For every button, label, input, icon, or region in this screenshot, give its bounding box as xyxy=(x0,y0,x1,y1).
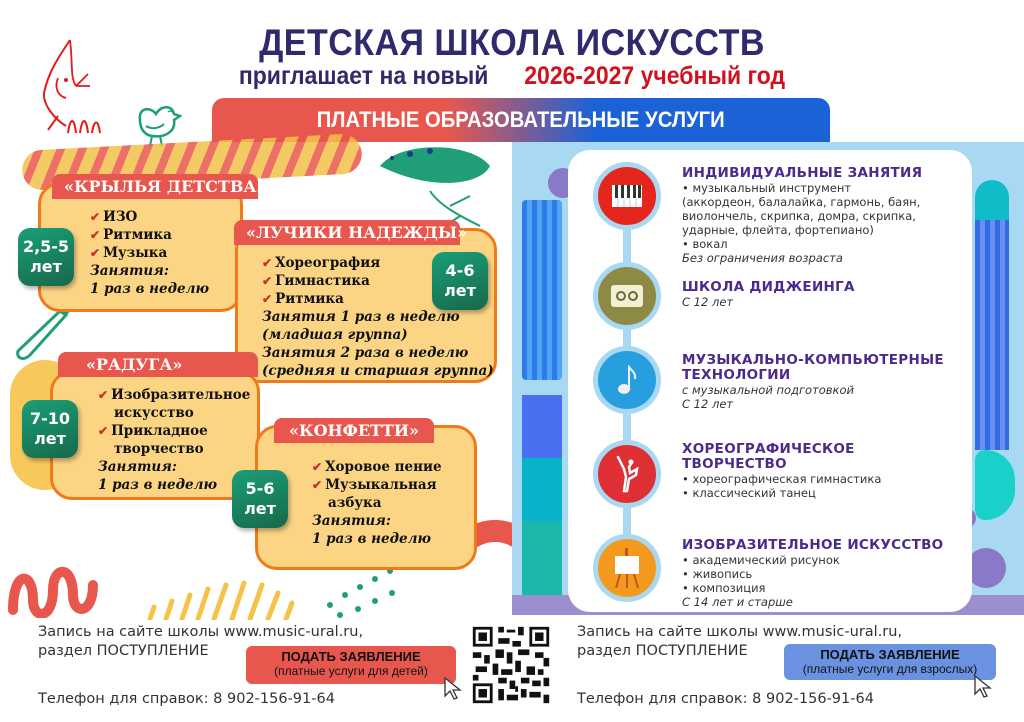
academic-year: 2026-2027 учебный год xyxy=(524,62,786,90)
list-item: ✔ ИЗО xyxy=(90,208,209,226)
decor-stripe xyxy=(522,200,562,380)
list-item: ✔ Гимнастика xyxy=(262,272,494,290)
list-item-continued: азбука xyxy=(328,495,382,511)
age-badge: 2,5-5 лет xyxy=(18,228,74,286)
schedule-text: 1 раз в неделю xyxy=(98,477,217,493)
list-item: ✔ Музыкальная xyxy=(312,476,442,494)
service-music-tech: МУЗЫКАЛЬНО-КОМПЬЮТЕРНЫЕ ТЕХНОЛОГИИ с музыкальной подготовкой С 12 лет xyxy=(682,353,967,411)
age-badge: 5-6 лет xyxy=(232,470,288,528)
list-item: ✔ Ритмика xyxy=(262,290,494,308)
schedule-text: 1 раз в неделю xyxy=(90,281,209,297)
list-item: ✔ Прикладное xyxy=(98,422,250,440)
decor-circle xyxy=(966,548,1006,588)
decor-strokes xyxy=(140,575,310,620)
music-note-icon xyxy=(593,346,661,414)
age-badge: 4-6 лет xyxy=(432,252,488,310)
schedule-text: Занятия 2 раза в неделю xyxy=(262,345,469,361)
enroll-text: Запись на сайте школы www.music-ural.ru, xyxy=(38,624,364,640)
schedule-text: 1 раз в неделю xyxy=(312,531,431,547)
apply-children-button[interactable]: ПОДАТЬ ЗАЯВЛЕНИЕ (платные услуги для детей) xyxy=(246,646,456,684)
schedule-text: (средняя и старшая группа) xyxy=(262,363,494,379)
program-items xyxy=(90,208,209,298)
ballerina-icon xyxy=(593,440,661,508)
service-title: ИНДИВИДУАЛЬНЫЕ ЗАНЯТИЯ xyxy=(682,165,923,181)
apply-adults-button[interactable]: ПОДАТЬ ЗАЯВЛЕНИЕ (платные услуги для взрослых) xyxy=(784,644,996,680)
list-item-continued: искусство xyxy=(114,405,194,421)
service-fine-art: ИЗОБРАЗИТЕЛЬНОЕ ИСКУССТВО • академический рисунок • живопись • композиция С 14 лет и старше xyxy=(682,538,967,609)
service-note: С 14 лет и старше xyxy=(682,595,793,609)
service-note: Без ограничения возраста xyxy=(682,251,843,265)
service-note: с музыкальной подготовкой xyxy=(682,383,855,397)
list-item: ✔ Хореография xyxy=(262,254,494,272)
bird-icon xyxy=(134,98,182,148)
piano-keys-icon xyxy=(593,162,661,230)
age-badge: 7-10 лет xyxy=(22,400,78,458)
phone-left: Телефон для справок: 8 902-156-91-64 xyxy=(38,691,335,707)
cursor-icon xyxy=(444,677,462,701)
banner-label: ПЛАТНЫЕ ОБРАЗОВАТЕЛЬНЫЕ УСЛУГИ xyxy=(317,107,725,132)
list-item: ✔ Изобразительное xyxy=(98,386,250,404)
subtitle-prefix: приглашает на новый xyxy=(238,62,489,90)
page-title: ДЕТСКАЯ ШКОЛА ИСКУССТВ xyxy=(259,22,765,63)
service-title: МУЗЫКАЛЬНО-КОМПЬЮТЕРНЫЕ xyxy=(682,352,944,368)
easel-icon xyxy=(593,534,661,602)
schedule-text: Занятия 1 раз в неделю xyxy=(262,309,460,325)
service-individual: ИНДИВИДУАЛЬНЫЕ ЗАНЯТИЯ • музыкальный инструмент (аккордеон, балалайка, гармонь, баян, виолончель, скрипка, домра, скрипка, ударные, флейта, фортепиано) • вокал Без ограничения возраста xyxy=(682,166,967,265)
service-title: ШКОЛА ДИДЖЕИНГА xyxy=(682,279,855,295)
service-note: С 12 лет xyxy=(682,295,734,309)
service-title: ИЗОБРАЗИТЕЛЬНОЕ ИСКУССТВО xyxy=(682,537,944,553)
schedule-text: Занятия: xyxy=(90,263,169,279)
enroll-text: Запись на сайте школы www.music-ural.ru, xyxy=(577,624,903,640)
program-title: «ЛУЧИКИ НАДЕЖДЫ» xyxy=(234,220,460,245)
program-title: «КОНФЕТТИ» xyxy=(274,418,434,443)
program-title: «КРЫЛЬЯ ДЕТСТВА» xyxy=(52,174,258,199)
list-item: ✔ Хоровое пение xyxy=(312,458,442,476)
program-title: «РАДУГА» xyxy=(58,352,258,377)
program-items xyxy=(312,458,442,548)
decor-dots xyxy=(320,565,410,620)
decor-wave xyxy=(8,560,128,618)
schedule-text: Занятия: xyxy=(312,513,391,529)
phone-right: Телефон для справок: 8 902-156-91-64 xyxy=(577,691,874,707)
list-item: ✔ Музыка xyxy=(90,244,209,262)
program-items xyxy=(262,254,494,380)
decor-shape xyxy=(975,180,1009,220)
enroll-section: раздел ПОСТУПЛЕНИЕ xyxy=(38,643,209,659)
service-choreography: ХОРЕОГРАФИЧЕСКОЕ ТВОРЧЕСТВО • хореографическая гимнастика • классический танец xyxy=(682,442,967,500)
list-item-continued: творчество xyxy=(114,441,204,457)
service-title: ХОРЕОГРАФИЧЕСКОЕ xyxy=(682,441,855,457)
decor-stripe xyxy=(975,220,1009,450)
cassette-icon xyxy=(593,262,661,330)
enroll-section: раздел ПОСТУПЛЕНИЕ xyxy=(577,643,748,659)
list-item: ✔ Ритмика xyxy=(90,226,209,244)
decor-stripe xyxy=(522,395,562,605)
schedule-text: (младшая группа) xyxy=(262,327,408,343)
page-subtitle xyxy=(41,62,983,91)
program-items xyxy=(98,386,250,494)
cursor-icon xyxy=(974,675,992,699)
qr-code-icon[interactable] xyxy=(470,624,552,706)
service-djing xyxy=(682,280,967,309)
schedule-text: Занятия: xyxy=(98,459,177,475)
